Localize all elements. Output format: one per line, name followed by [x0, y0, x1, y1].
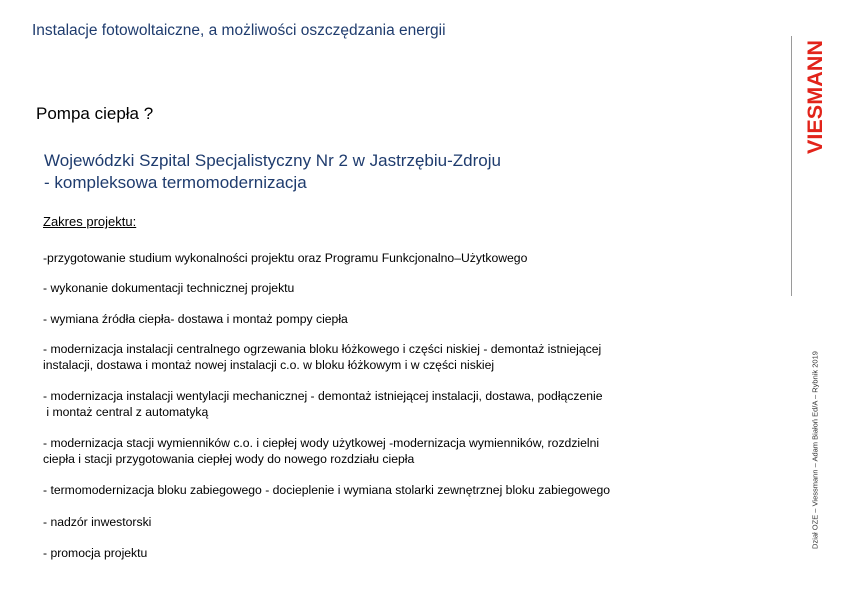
- scope-item-line: - modernizacja instalacji wentylacji mechanicznej - demontaż istniejącej instalacji, dostawa, podłączenie: [43, 389, 603, 403]
- hospital-heading-line2: - kompleksowa termomodernizacja: [44, 173, 307, 192]
- viessmann-logo: [803, 38, 827, 156]
- scope-label: Zakres projektu:: [43, 214, 137, 229]
- scope-item-6: [43, 435, 599, 467]
- scope-item-3: [43, 311, 348, 327]
- hospital-heading: [44, 150, 501, 194]
- scope-item-4: [43, 341, 601, 373]
- scope-item-line: - promocja projektu: [43, 546, 148, 560]
- scope-item-8: [43, 514, 151, 530]
- scope-item-line: instalacji, dostawa i montaż nowej instalacji c.o. w bloku łóżkowym i w części niskiej: [43, 358, 495, 372]
- scope-item-7: [43, 482, 610, 498]
- scope-item-line: - modernizacja stacji wymienników c.o. i ciepłej wody użytkowej -modernizacja wymienników, rozdzielni: [43, 436, 600, 450]
- scope-item-1: [43, 250, 527, 266]
- scope-item-5: [43, 388, 603, 420]
- scope-item-line: - wymiana źródła ciepła- dostawa i montaż pompy ciepła: [43, 312, 348, 326]
- scope-item-line: -przygotowanie studium wykonalności projektu oraz Programu Funkcjonalno–Użytkowego: [43, 251, 528, 265]
- scope-item-line: ciepła i stacji przygotowania ciepłej wody do nowego rozdziału ciepła: [43, 452, 415, 466]
- scope-item-line: - modernizacja instalacji centralnego ogrzewania bloku łóżkowego i części niskiej - demontaż istniejącej: [43, 342, 602, 356]
- scope-item-line: i montaż central z automatyką: [43, 405, 209, 419]
- footer-vertical-text: Dział OZE – Viessmann – Adam Białoń Ed/A – Rybnik 2019: [810, 351, 820, 549]
- scope-item-line: - nadzór inwestorski: [43, 515, 152, 529]
- scope-item-line: - wykonanie dokumentacji technicznej projektu: [43, 281, 295, 295]
- scope-item-2: [43, 280, 294, 296]
- page-header-title: Instalacje fotowoltaiczne, a możliwości oszczędzania energii: [32, 22, 446, 39]
- scope-item-9: [43, 545, 147, 561]
- scope-item-line: - termomodernizacja bloku zabiegowego - docieplenie i wymiana stolarki zewnętrznej bloku zabiegowego: [43, 483, 611, 497]
- hospital-heading-line1: Wojewódzki Szpital Specjalistyczny Nr 2 w Jastrzębiu-Zdroju: [44, 151, 501, 170]
- svg-text:VIESMANN: VIESMANN: [804, 43, 827, 154]
- slide-subtitle: Pompa ciepła ?: [36, 104, 154, 123]
- divider-line: [791, 36, 792, 296]
